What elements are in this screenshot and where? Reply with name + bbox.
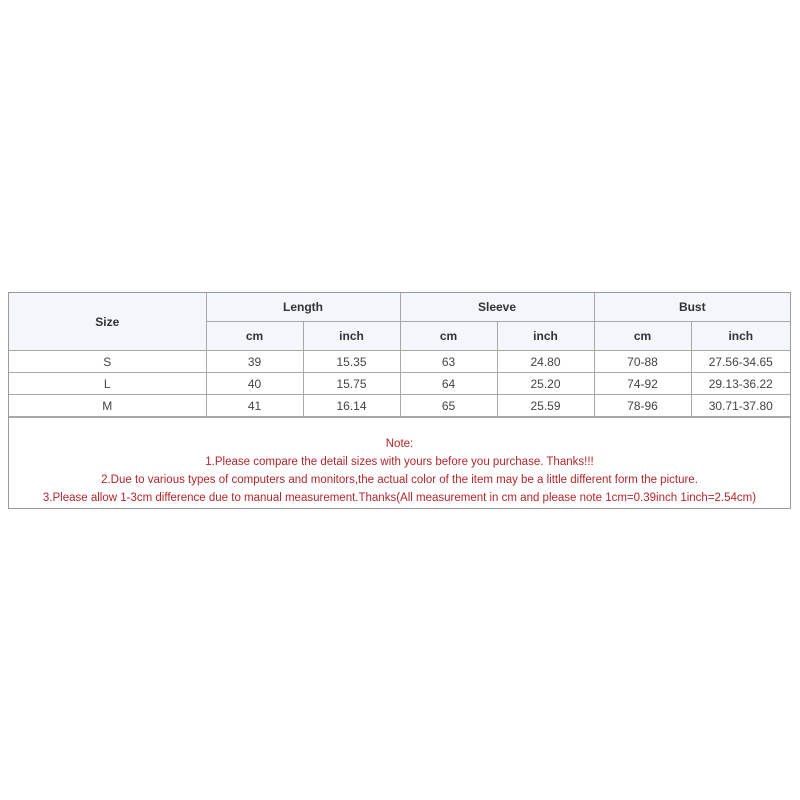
table-cell: 65 (400, 395, 497, 417)
unit-header: cm (206, 322, 303, 351)
table-cell: 27.56-34.65 (691, 351, 790, 373)
bust-group-header: Bust (594, 293, 790, 322)
table-cell: 63 (400, 351, 497, 373)
size-cell: L (9, 373, 206, 395)
size-chart (8, 292, 791, 509)
size-cell: S (9, 351, 206, 373)
table-header-row (9, 293, 790, 322)
table-cell: 24.80 (497, 351, 594, 373)
table-cell: 74-92 (594, 373, 691, 395)
unit-header: inch (303, 322, 400, 351)
unit-header: cm (594, 322, 691, 351)
notes-section (9, 417, 790, 508)
table-row (9, 351, 790, 373)
size-table (9, 293, 790, 417)
table-cell: 15.35 (303, 351, 400, 373)
table-cell: 15.75 (303, 373, 400, 395)
size-column-header: Size (9, 293, 206, 351)
table-cell: 78-96 (594, 395, 691, 417)
table-cell: 30.71-37.80 (691, 395, 790, 417)
table-cell: 25.59 (497, 395, 594, 417)
table-cell: 64 (400, 373, 497, 395)
unit-header: inch (691, 322, 790, 351)
table-row (9, 395, 790, 417)
table-cell: 29.13-36.22 (691, 373, 790, 395)
table-cell: 16.14 (303, 395, 400, 417)
table-row (9, 373, 790, 395)
note-line: 1.Please compare the detail sizes with yours before you purchase. Thanks!!! (205, 456, 594, 468)
note-title: Note: (385, 438, 414, 450)
size-cell: M (9, 395, 206, 417)
table-cell: 25.20 (497, 373, 594, 395)
sleeve-group-header: Sleeve (400, 293, 594, 322)
unit-header: inch (497, 322, 594, 351)
note-line: 3.Please allow 1-3cm difference due to manual measurement.Thanks(All measurement in cm and please note 1cm=0.39inch 1inch=2.54cm) (42, 492, 757, 504)
table-cell: 40 (206, 373, 303, 395)
length-group-header: Length (206, 293, 400, 322)
note-line: 2.Due to various types of computers and monitors,the actual color of the item may be a little different form the picture. (101, 474, 698, 486)
table-cell: 70-88 (594, 351, 691, 373)
table-cell: 41 (206, 395, 303, 417)
table-cell: 39 (206, 351, 303, 373)
unit-header: cm (400, 322, 497, 351)
